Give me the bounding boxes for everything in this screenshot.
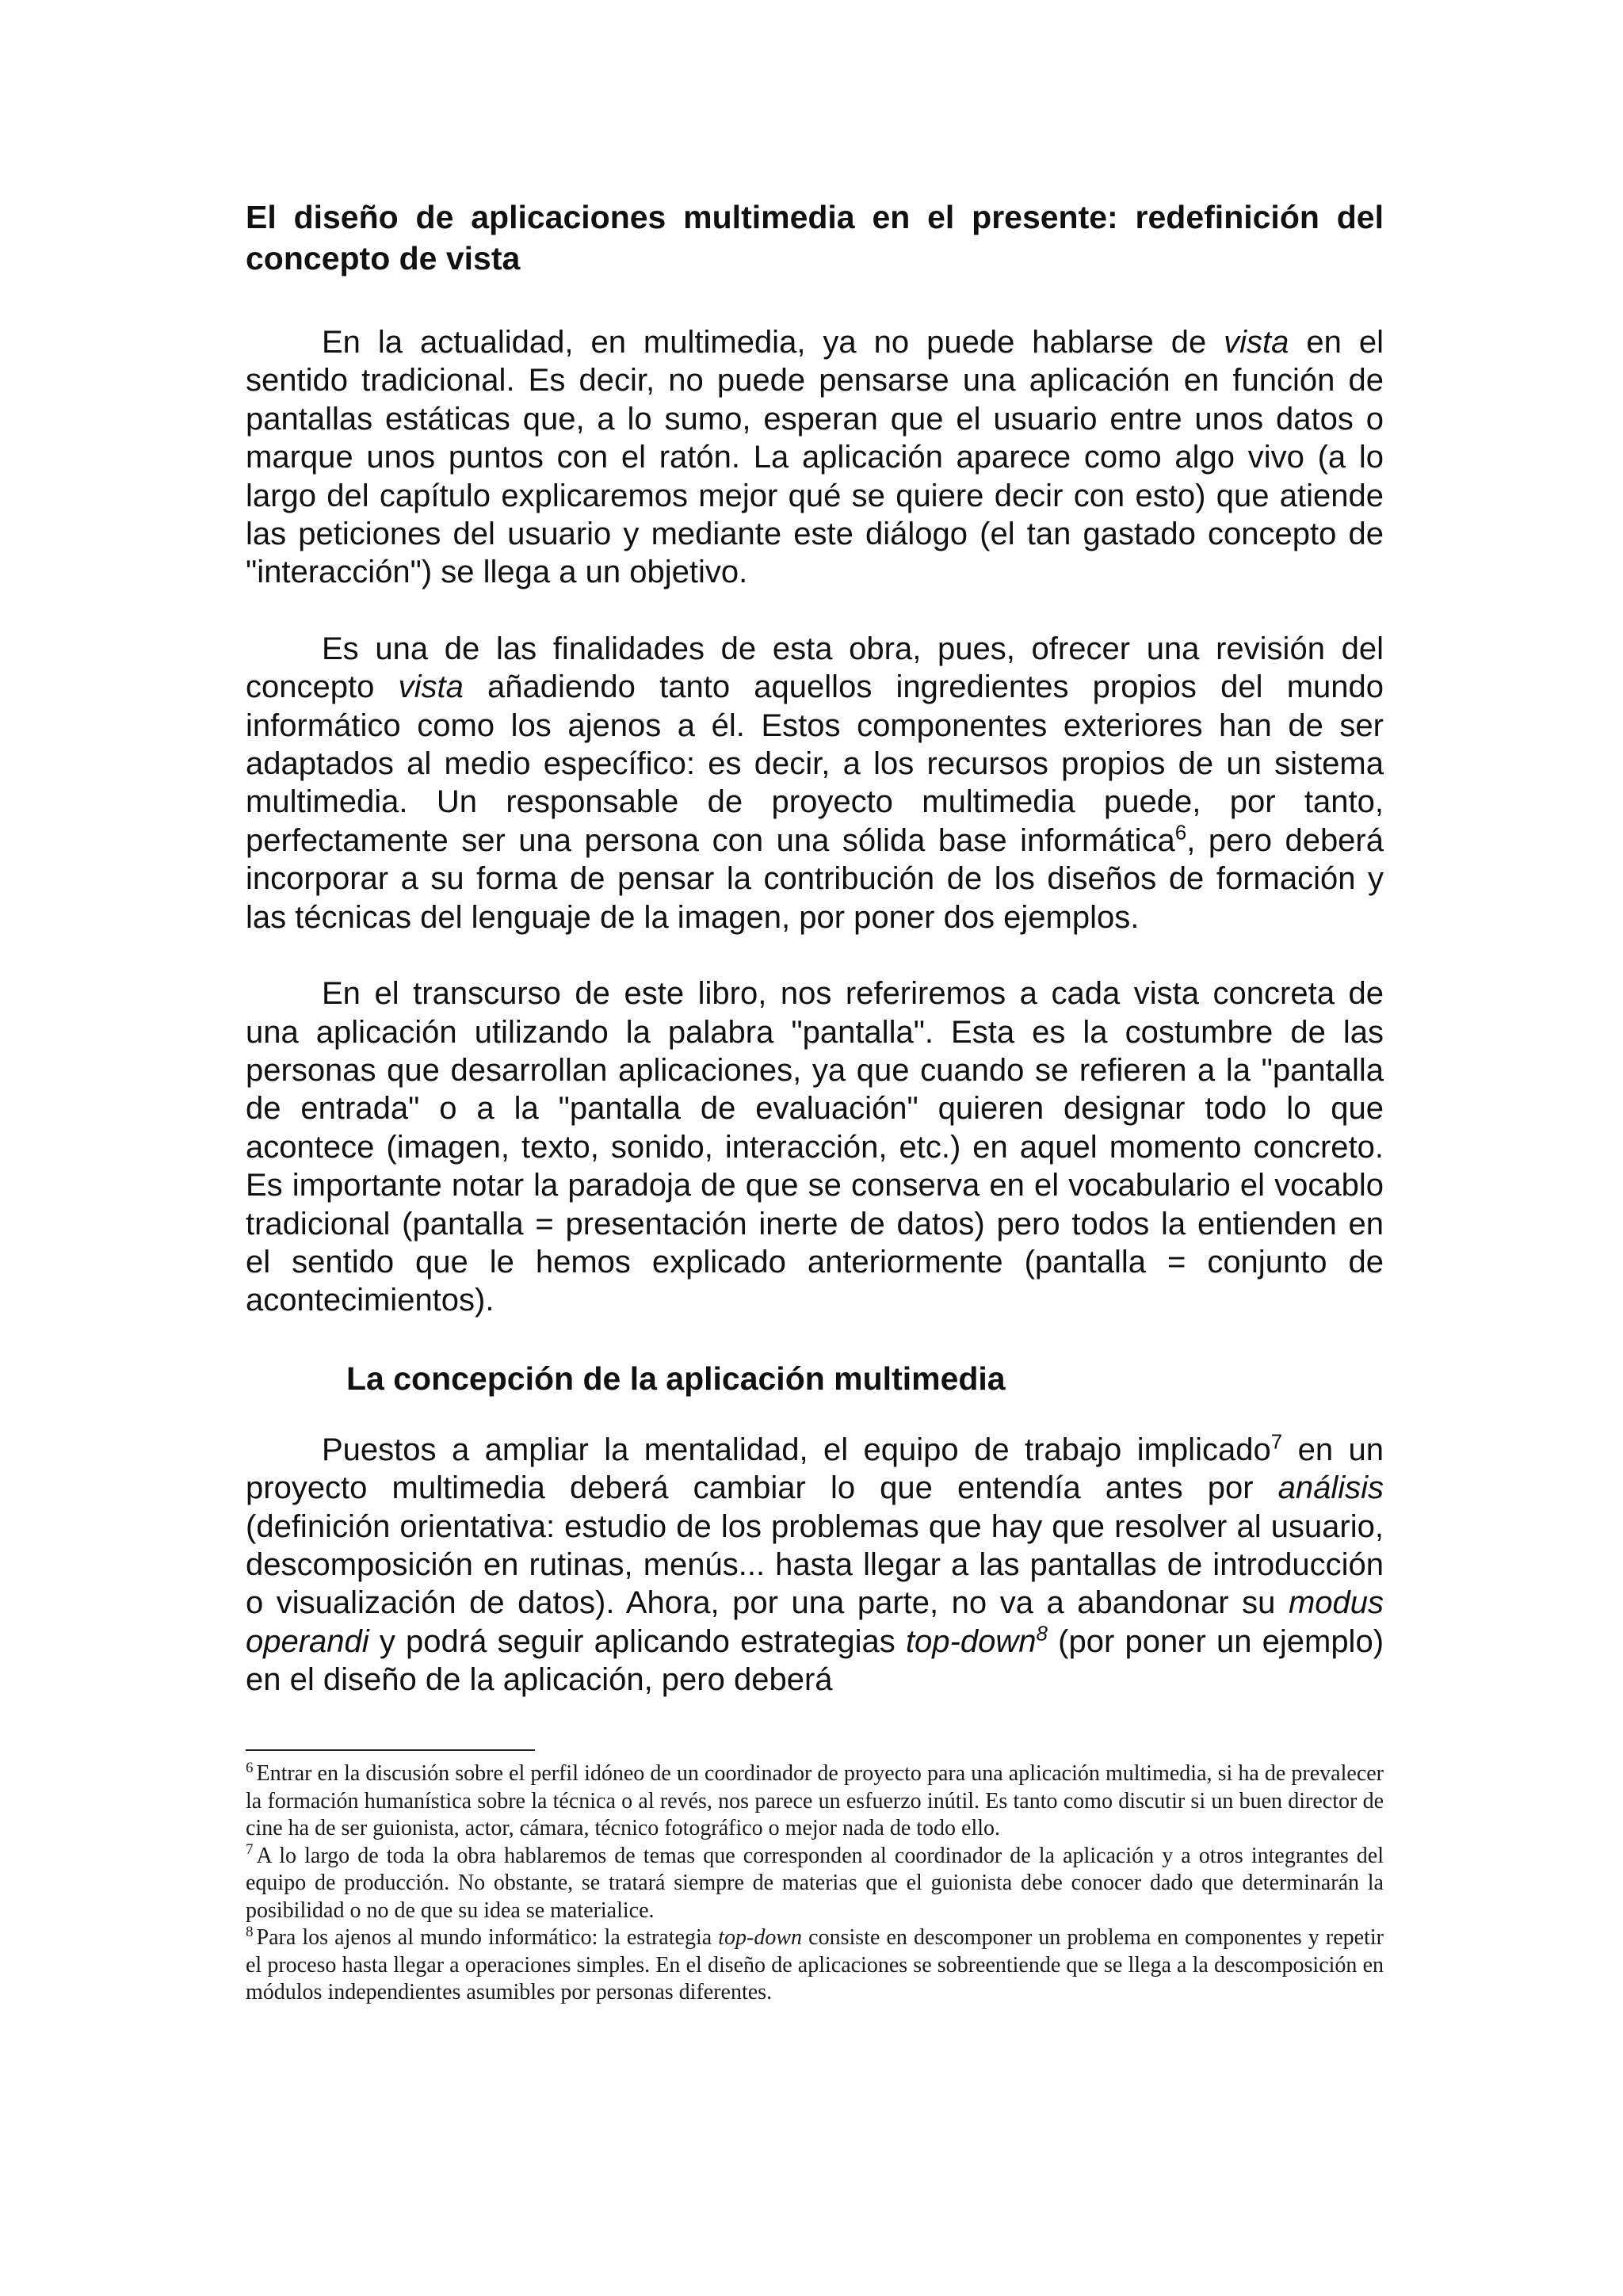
footnote-ref-8[interactable]: 8 xyxy=(1036,1621,1048,1646)
footnote-number: 7 xyxy=(246,1841,254,1859)
footnote-separator xyxy=(246,1749,535,1751)
italic-term: vista xyxy=(1224,325,1289,360)
subsection-title: La concepción de la aplicación multimedia xyxy=(346,1360,1006,1397)
main-content xyxy=(246,196,1384,1699)
footnotes xyxy=(246,1760,1384,2007)
footnote-6: $^6$ Entrar en la discusión sobre el perfil idóneo de un coordinador de proyecto para una aplicación multimedia, si ha de prevalecer la formación humanística sobre la técnica o al revés, nos parece un esfuerzo inútil. Es tanto como discutir si un buen director de cine ha de ser guionista, actor, cámara, técnico fotográfico o mejor nada de todo ello. xyxy=(246,1759,1384,1840)
footnote-number: 6 xyxy=(246,1759,254,1776)
italic-term: modus operandi xyxy=(246,1585,1384,1659)
footnote-ref-6[interactable]: 6 xyxy=(1174,820,1187,845)
paragraph-4: Puestos a ampliar la mentalidad, el equipo de trabajo implicado$^7$ en un proyecto multimedia deberá cambiar lo que entendía antes por análisis (definición orientativa: estudio de los problemas que hay que resolver al usuario, descomposición en rutinas, menús... hasta llegar a las pantallas de introducción o visualización de datos). Ahora, por una parte, no va a abandonar su modus operandi y podrá seguir aplicando estrategias top-down$^8$ (por poner un ejemplo) en el diseño de la aplicación, pero deberá xyxy=(246,1429,1384,1698)
footnote-7: $^7$ A lo largo de toda la obra hablaremos de temas que corresponden al coordinador de la aplicación y a otros integrantes del equipo de producción. No obstante, se tratará siempre de materias que el guionista debe conocer dado que determinarán la posibilidad o no de que su idea se materialice. xyxy=(246,1841,1384,1923)
italic-term: top-down xyxy=(905,1623,1037,1659)
paragraph-2: Es una de las finalidades de esta obra, pues, ofrecer una revisión del concepto vista añadiendo tanto aquellos ingredientes propios del mundo informático como los ajenos a él. Estos componentes exteriores han de ser adaptados al medio específico: es decir, a los recursos propios de un sistema multimedia. Un responsable de proyecto multimedia puede, por tanto, perfectamente ser una persona con una sólida base informática$^6$, pero deberá incorporar a su forma de pensar la contribución de los diseños de formación y las técnicas del lenguaje de la imagen, por poner dos ejemplos. xyxy=(246,631,1384,935)
footnote-ref-7[interactable]: 7 xyxy=(1270,1429,1283,1454)
italic-term: análisis xyxy=(1277,1470,1384,1506)
paragraph-1: En la actualidad, en multimedia, ya no puede hablarse de vista en el sentido tradicional. Es decir, no puede pensarse una aplicación en función de pantallas estáticas que, a lo sumo, esperan que el usuario entre unos datos o marque unos puntos con el ratón. La aplicación aparece como algo vivo (a lo largo del capítulo explicaremos mejor qué se quiere decir con esto) que atiende las peticiones del usuario y mediante este diálogo (el tan gastado concepto de "interacción") se llega a un objetivo. xyxy=(246,325,1384,590)
footnote-number: 8 xyxy=(246,1923,254,1940)
italic-term: top-down xyxy=(718,1925,803,1950)
paragraph-3: En el transcurso de este libro, nos referiremos a cada vista concreta de una aplicación utilizando la palabra "pantalla". Esta es la costumbre de las personas que desarrollan aplicaciones, ya que cuando se refieren a la "pantalla de entrada" o a la "pantalla de evaluación" quieren designar todo lo que acontece (imagen, texto, sonido, interacción, etc.) en aquel momento concreto. Es importante notar la paradoja de que se conserva en el vocabulario el vocablo tradicional (pantalla = presentación inerte de datos) pero todos la entienden en el sentido que le hemos explicado anteriormente (pantalla = conjunto de acontecimientos). xyxy=(246,976,1384,1318)
footnote-8: $^8$ Para los ajenos al mundo informático: la estrategia top-down consiste en descomponer un problema en componentes y repetir el proceso hasta llegar a operaciones simples. En el diseño de aplicaciones se sobreentiende que se llega a la descomposición en módulos independientes asumibles por personas diferentes. xyxy=(246,1923,1384,2004)
italic-term: vista xyxy=(398,669,464,705)
section-title: El diseño de aplicaciones multimedia en el presente: redefinición del concepto de vista xyxy=(246,199,1384,277)
